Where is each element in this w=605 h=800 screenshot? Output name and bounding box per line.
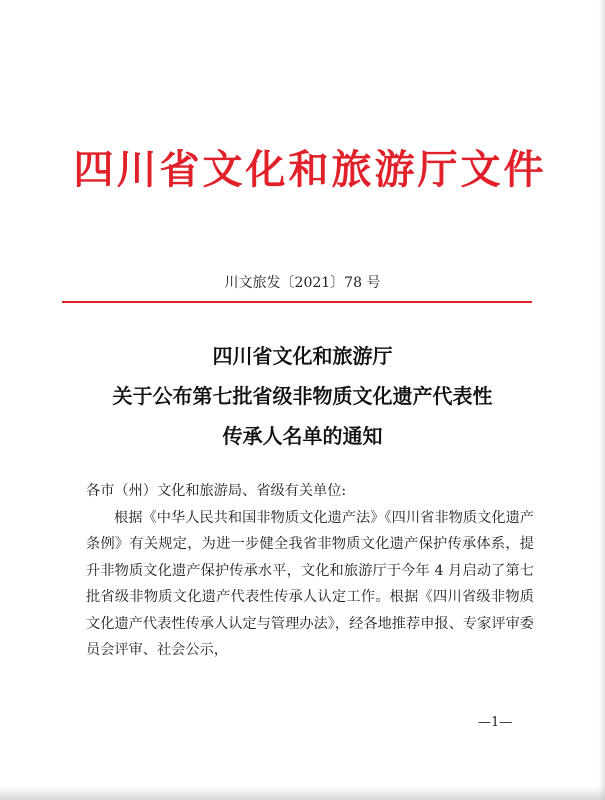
salutation: 各市（州）文化和旅游局、省级有关单位: [86,483,347,499]
document-number: 川文旅发〔2021〕78 号 [224,275,381,291]
body-paragraph: 根据《中华人民共和国非物质文化遗产法》《四川省非物质文化遗产条例》有关规定，为进一步健全我省非物质文化遗产保护传承体系，提升非物质文化遗产保护传承水平，文化和旅游厅于今年 4 月启动了第七批省级非物质文化遗产代表性传承人认定工作。根据《四川省级非物质文化遗产代表性传承人认定与管理办法》，经各地推荐申报、专家评审委员会评审、社会公示， [86,509,534,658]
red-masthead: 四川省文化和旅游厅文件 [73,146,547,193]
document-body [86,478,534,664]
document-title [0,336,605,456]
title-line-2: 关于公布第七批省级非物质文化遗产代表性 [112,384,493,408]
title-line-3: 传承人名单的通知 [222,424,383,448]
page-number: —1— [478,715,513,730]
page-edge-shadow-bottom [0,786,605,800]
title-line-1: 四川省文化和旅游厅 [212,344,393,368]
page-edge-shadow-right [599,0,605,800]
red-separator-line [62,301,532,303]
